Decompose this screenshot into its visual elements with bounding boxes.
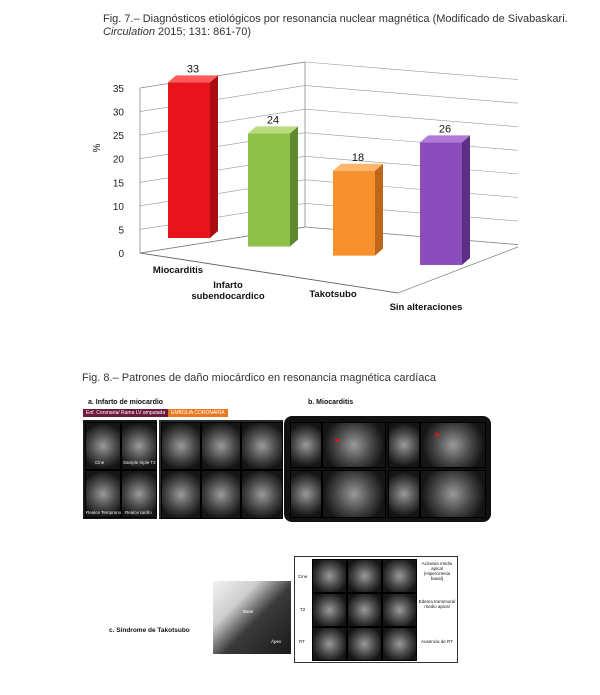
data-label: 24 — [266, 114, 280, 127]
category-label: Infarto — [213, 280, 243, 291]
mri-tile — [382, 559, 417, 593]
tile-label: Cine — [95, 460, 105, 465]
y-tick-label: 20 — [112, 154, 124, 166]
data-label: 18 — [351, 151, 365, 164]
y-axis-label: % — [92, 143, 103, 153]
embolism-tag: EMBOLIA CORONARIA — [168, 409, 228, 417]
takotsubo-mri-grid — [294, 556, 458, 663]
bar-top — [333, 164, 383, 171]
chart-layer — [92, 62, 518, 313]
category-label: subendocardico — [191, 291, 265, 302]
mri-tile — [312, 627, 347, 661]
mri-tile — [347, 627, 382, 661]
row-label: T2 — [300, 607, 306, 612]
ventriculogram-image — [213, 581, 291, 654]
tile-label: Realce Temprano — [86, 510, 122, 515]
finding-label: Edema transmural medio apical — [418, 599, 456, 609]
finding-label: Ausencia de RT — [421, 639, 453, 644]
bar-top — [168, 75, 218, 82]
gridline-diagonal — [140, 62, 305, 88]
bar — [333, 171, 375, 256]
figure-7-caption — [103, 13, 573, 39]
mri-tile — [290, 470, 322, 518]
mri-tile — [347, 559, 382, 593]
mri-tile — [241, 470, 283, 519]
mri-tile — [388, 470, 420, 518]
bar-top — [248, 126, 298, 133]
mri-tile — [312, 559, 347, 593]
data-label: 26 — [438, 123, 452, 136]
y-tick-label: 15 — [112, 178, 124, 190]
etiologic-diagnosis-bar-chart — [88, 48, 518, 328]
mri-tile — [161, 470, 201, 519]
bar — [168, 82, 210, 238]
mri-tile — [347, 593, 382, 627]
myocarditis-mri-grid — [284, 416, 491, 522]
tile-label: Realce tardío — [125, 510, 152, 515]
gridline-diagonal — [140, 86, 305, 112]
lv-label: Base — [243, 609, 254, 614]
mri-tile — [201, 422, 241, 470]
tile-label: Sample triple T2 — [123, 460, 156, 465]
y-tick-label: 30 — [112, 107, 124, 119]
figure-8-caption: Fig. 8.– Patrones de daño miocárdico en resonancia magnética cardíaca — [82, 372, 437, 384]
mri-tile — [420, 422, 486, 468]
gridline — [305, 109, 518, 127]
gridline — [305, 86, 518, 104]
y-tick-label: 10 — [112, 201, 124, 213]
embolism-mri-grid — [159, 420, 283, 519]
panel-b-title: b. Miocarditis — [308, 399, 354, 406]
bar-side — [210, 75, 218, 238]
y-tick-label: 0 — [118, 249, 124, 260]
infarct-mri-grid — [83, 420, 157, 519]
panel-c-title: c. Síndrome de Takotsubo — [109, 627, 190, 634]
y-tick-label: 25 — [112, 131, 124, 143]
mri-tile — [290, 422, 322, 468]
bar-side — [290, 126, 298, 246]
gridline — [305, 133, 518, 151]
bar-side — [462, 135, 470, 265]
mri-tile — [420, 470, 486, 518]
y-tick-label: 35 — [112, 84, 124, 95]
mri-tile — [241, 422, 283, 470]
caption-journal: Circulation — [103, 26, 155, 38]
y-tick-label: 5 — [118, 225, 124, 237]
bar — [420, 142, 462, 265]
data-label: 33 — [186, 63, 200, 76]
caption-ref: 2015; 131: 861-70) — [158, 26, 251, 38]
panel-a-title: a. Infarto de miocardio — [88, 399, 164, 406]
finding-label: Acinesia medio apical (Hipercinesia basal) — [421, 561, 453, 581]
gridline — [305, 62, 518, 80]
row-label: Cine — [298, 574, 308, 579]
category-label: Sin alteraciones — [389, 302, 463, 313]
mri-tile — [382, 593, 417, 627]
bar-side — [375, 164, 383, 256]
arrow-icon: ➤ — [434, 430, 441, 439]
category-label: Miocarditis — [152, 265, 204, 276]
category-label: Takotsubo — [309, 289, 357, 300]
bar — [248, 133, 290, 246]
mri-tile — [201, 470, 241, 519]
mri-tile — [322, 470, 386, 518]
bar-top — [420, 135, 470, 142]
coronary-tag: Enf. Coronaria/ Rama LV amputada — [83, 409, 168, 417]
mri-tile — [322, 422, 386, 468]
caption-main-text: Fig. 7.– Diagnósticos etiológicos por resonancia nuclear magnética (Modificado de Sivabaskari. — [103, 13, 568, 25]
arrow-icon: ➤ — [334, 436, 341, 445]
mri-tile — [382, 627, 417, 661]
mri-tile — [312, 593, 347, 627]
lv-label: Ápex — [271, 639, 282, 644]
mri-tile — [161, 422, 201, 470]
row-label: RT — [299, 639, 305, 644]
mri-tile — [388, 422, 420, 468]
